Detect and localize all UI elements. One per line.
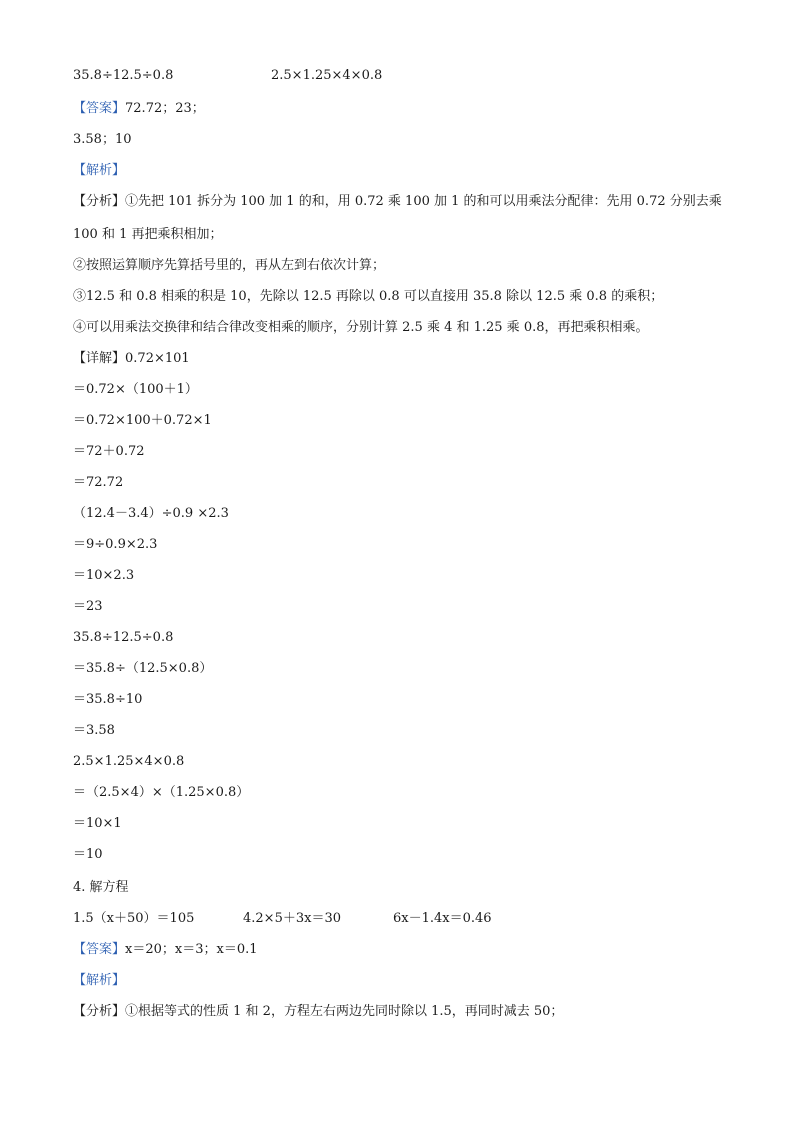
answer-line-2: [73, 941, 258, 959]
analysis-line-1: [73, 193, 722, 211]
analysis-2-text: ①根据等式的性质 1 和 2，方程左右两边先同时除以 1.5，再同时减去 50；: [125, 1004, 564, 1019]
detail-first-expr: 0.72×101: [125, 351, 190, 366]
detail-first-line: [73, 350, 190, 368]
detail-step: ＝35.8÷10: [73, 692, 143, 707]
answer-tag: 【答案】: [73, 101, 126, 116]
analysis-tag: 【解析】: [73, 163, 126, 178]
analysis-tag-2: 【解析】: [73, 973, 126, 988]
analysis-line-3: ②按照运算顺序先算括号里的，再从左到右依次计算；: [73, 258, 386, 273]
analysis-line-5: ④可以用乘法交换律和结合律改变相乘的顺序，分别计算 2.5 乘 4 和 1.25 乘 0.8，再把乘积相乘。: [73, 320, 649, 335]
answer-text: 72.72；23；: [125, 101, 205, 116]
equation-1: 1.5（x＋50）＝105: [73, 911, 195, 926]
analysis-2-line-1: [73, 1003, 563, 1021]
detail-step: ＝10: [73, 847, 103, 862]
analysis-2-sub-tag: 【分析】: [73, 1004, 126, 1019]
equation-2: 4.2×5＋3x＝30: [243, 911, 341, 926]
detail-step: ＝9÷0.9×2.3: [73, 537, 158, 552]
detail-step: ＝10×1: [73, 816, 122, 831]
equation-row: [73, 910, 492, 928]
answer-text-2: x＝20；x＝3；x＝0.1: [125, 942, 258, 957]
analysis-line-4: ③12.5 和 0.8 相乘的积是 10，先除以 12.5 再除以 0.8 可以直接用 35.8 除以 12.5 乘 0.8 的乘积；: [73, 289, 664, 304]
detail-step: ＝3.58: [73, 723, 115, 738]
expression-row: [73, 67, 383, 85]
expression-left: 35.8÷12.5÷0.8: [73, 68, 174, 83]
analysis-text-1: ①先把 101 拆分为 100 加 1 的和，用 0.72 乘 100 加 1 的和可以用乘法分配律：先用 0.72 分别去乘: [125, 194, 722, 209]
equation-3: 6x－1.4x＝0.46: [393, 911, 492, 926]
detail-step: 35.8÷12.5÷0.8: [73, 630, 174, 645]
detail-step: （12.4－3.4）÷0.9 ×2.3: [73, 506, 229, 521]
detail-step: ＝72＋0.72: [73, 444, 145, 459]
detail-step: ＝10×2.3: [73, 568, 135, 583]
answer-continuation: 3.58；10: [73, 132, 132, 147]
detail-step: ＝35.8÷（12.5×0.8）: [73, 661, 213, 676]
detail-step: ＝0.72×100＋0.72×1: [73, 413, 212, 428]
question-4-title: 4. 解方程: [73, 880, 129, 895]
analysis-sub-tag: 【分析】: [73, 194, 126, 209]
detail-tag: 【详解】: [73, 351, 126, 366]
detail-step: ＝（2.5×4）×（1.25×0.8）: [73, 785, 250, 800]
detail-step: ＝0.72×（100＋1）: [73, 382, 198, 397]
detail-step: 2.5×1.25×4×0.8: [73, 754, 185, 769]
detail-step: ＝72.72: [73, 475, 124, 490]
answer-tag-2: 【答案】: [73, 942, 126, 957]
detail-step: ＝23: [73, 599, 103, 614]
analysis-line-2: 100 和 1 再把乘积相加；: [73, 227, 223, 242]
answer-line: [73, 100, 205, 118]
expression-right: 2.5×1.25×4×0.8: [271, 68, 383, 83]
